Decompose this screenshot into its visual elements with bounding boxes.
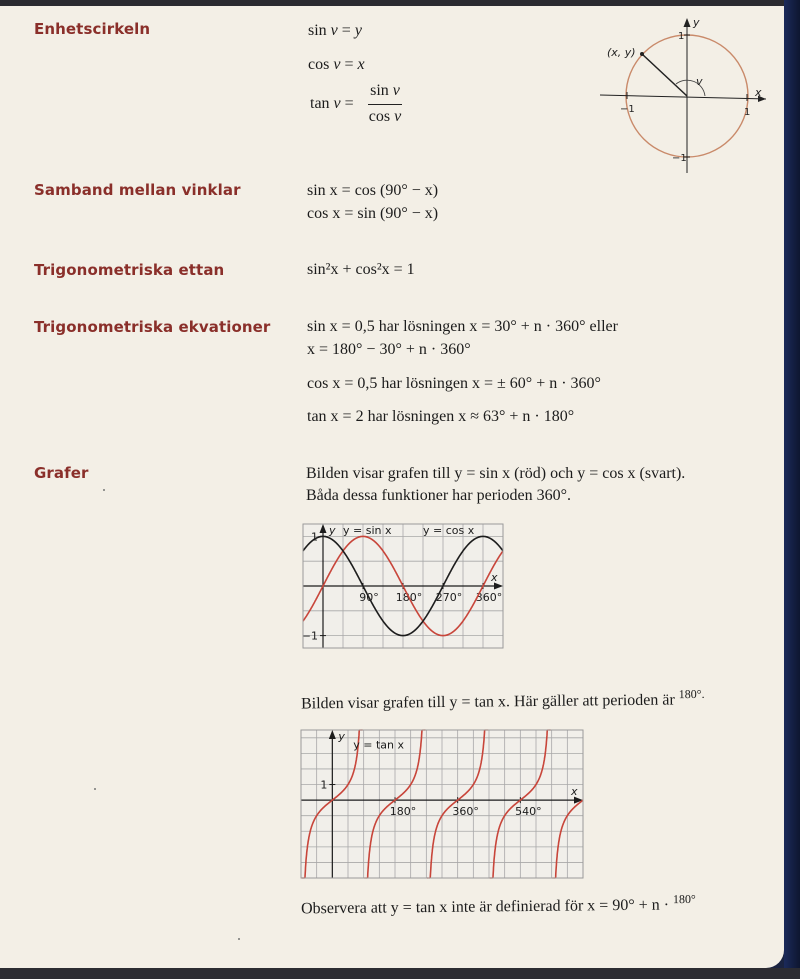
series-label-cos: y = cos x [423, 523, 475, 537]
fn: cos [368, 108, 391, 125]
formula-angle-relation-1: sin x = cos (90° − x) [307, 182, 439, 199]
heading-graphs: Grafer [34, 464, 89, 482]
rhs: y [354, 22, 362, 39]
graphs-note [301, 892, 696, 918]
period-value: 180°. [678, 686, 705, 702]
series-label-sin: y = sin x [343, 523, 392, 537]
x-axis-label: x [755, 86, 762, 99]
text: Observera att y = tan x inte är definierad för x = 90° + n · [300, 896, 670, 918]
var: v [392, 82, 400, 99]
speck [103, 489, 105, 491]
formula-angle-relation-2: cos x = sin (90° − x) [307, 205, 439, 222]
x-tick-label: 270° [435, 591, 463, 604]
tick-label-1-y: 1 [678, 31, 685, 42]
point-marker [640, 52, 644, 56]
y-tick-label: −1 [301, 629, 318, 643]
tan-chart [298, 727, 586, 881]
text: Bilden visar grafen till y = tan x. Här gäller att perioden är [300, 691, 675, 713]
rhs: x [357, 56, 365, 73]
fn: sin [308, 22, 327, 39]
y-axis-arrow [684, 18, 691, 27]
equation-sin-second: x = 180° − 30° + n · 360° [307, 341, 471, 358]
var: v [333, 56, 341, 73]
x-axis-label: x [571, 785, 578, 799]
point-label: (x, y) [607, 46, 636, 59]
equation-sin: sin x = 0,5 har lösningen x = 30° + n · 360° eller [307, 318, 618, 335]
x-tick-label: 360° [452, 805, 479, 819]
x-tick-label: 180° [389, 805, 417, 819]
eq: = [340, 56, 358, 73]
book-cover-edge [784, 0, 800, 979]
heading-angle-relations: Samband mellan vinklar [34, 181, 241, 199]
unit-circle-figure [590, 8, 780, 180]
y-axis-label: y [693, 16, 700, 29]
sin-cos-chart [300, 521, 506, 651]
graphs-text-1: Bilden visar grafen till y = sin x (röd) och y = cos x (svart). [306, 465, 686, 482]
tick-label-neg1-y: −1 [672, 153, 687, 164]
fn: tan [310, 95, 330, 112]
heading-trig-equations: Trigonometriska ekvationer [34, 318, 271, 336]
y-axis-label: y [338, 730, 345, 743]
series-label-tan: y = tan x [353, 738, 404, 752]
x-axis [600, 95, 766, 99]
angle-label: v [696, 75, 703, 88]
fn: cos [308, 56, 330, 73]
eq: = [337, 22, 355, 39]
fraction-bar [368, 104, 402, 105]
equation-tan: tan x = 2 har lösningen x ≈ 63° + n · 180° [307, 408, 575, 425]
tan-lhs [310, 95, 354, 113]
x-axis-label: x [491, 571, 498, 584]
formula-sin-v [308, 22, 362, 40]
formula-pythagorean-identity: sin²x + cos²x = 1 [307, 261, 415, 278]
y-axis-label: y [329, 524, 336, 537]
formula-cos-v [308, 56, 365, 74]
radius-line [642, 54, 687, 96]
tick-label-neg1-x: −1 [620, 104, 635, 115]
speck [94, 788, 96, 790]
graphs-text-2: Båda dessa funktioner har perioden 360°. [306, 487, 571, 504]
y-tick-label: 1 [320, 778, 328, 792]
x-tick-label: 90° [359, 591, 379, 604]
var: v [394, 108, 402, 125]
speck [238, 938, 240, 940]
equation-cos: cos x = 0,5 har lösningen x = ± 60° + n · 360° [307, 375, 601, 392]
fn: sin [370, 82, 389, 99]
eq: = [340, 95, 354, 112]
x-tick-label: 180° [395, 591, 423, 604]
var: v [333, 95, 341, 112]
tick-label-1-x: 1 [744, 107, 751, 118]
heading-unit-circle: Enhetscirkeln [34, 20, 151, 38]
heading-pythagorean-identity: Trigonometriska ettan [34, 261, 225, 279]
period-value: 180° [672, 891, 696, 907]
fraction-denominator [366, 108, 404, 126]
graphs-text-3 [301, 687, 705, 714]
photo-bottom-edge [0, 968, 800, 979]
var: v [330, 22, 338, 39]
x-tick-label: 540° [515, 805, 542, 819]
fraction-numerator [366, 82, 404, 100]
y-tick-label: 1 [311, 530, 318, 544]
x-tick-label: 360° [475, 591, 503, 604]
